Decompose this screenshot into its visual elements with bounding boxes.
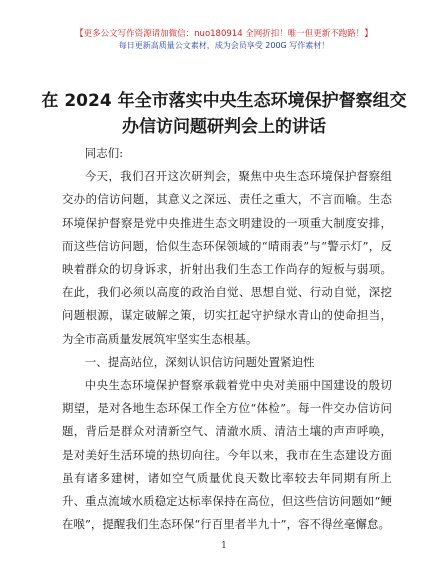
promo-banner-line-1: 【更多公文写作资源请加微信：nuo180914 全网折扣！唯一但更新不跑路！】 [75, 29, 373, 39]
page-number: 1 [221, 541, 227, 551]
document-body [62, 142, 392, 536]
promo-banner [0, 28, 448, 52]
section-heading: 一、提高站位，深刻认识信访问题处置紧迫性 [84, 354, 315, 369]
salutation: 同志们: [84, 146, 124, 160]
document-title: 在 2024 年全市落实中央生态环境保护督察组交办信访问题研判会上的讲话 [41, 91, 407, 137]
promo-banner-line-2: 每日更新高质量公文素材，成为会员享受 200G 写作素材！ [118, 41, 330, 50]
section-paragraph: 中央生态环境保护督察承载着党中央对美丽中国建设的殷切期望，是对各地生态环保工作全方位“体检”。每一件交办信访问题，背后是群众对清新空气、清澈水质、清洁土壤的声声呼唤，是对美好生活环境的热切向往。今年以来，我市在生态建设方面虽有诸多建树，诸如空气质量优良天数比率较去年同期有所上升、重点流域水质稳定达标率保持在高位，但这些信访问题如“鲠在喉”，提醒我们生态环保“行百里者半九十”，容不得丝毫懈怠。 [62, 378, 392, 532]
intro-paragraph: 今天，我们召开这次研判会，聚焦中央生态环境保护督察组交办的信访问题，其意义之深远、责任之重大，不言而喻。生态环境保护督察是党中央推进生态文明建设的一项重大制度安排，而这些信访问题，恰似生态环保领域的“晴雨表”与“警示灯”，反映着群众的切身诉求，折射出我们生态工作尚存的短板与弱项。在此，我们必须以高度的政治自觉、思想自觉、行动自觉，深挖问题根源，谋定破解之策，切实扛起守护绿水青山的使命担当，为全市高质量发展筑牢坚实生态根基。 [62, 169, 392, 346]
